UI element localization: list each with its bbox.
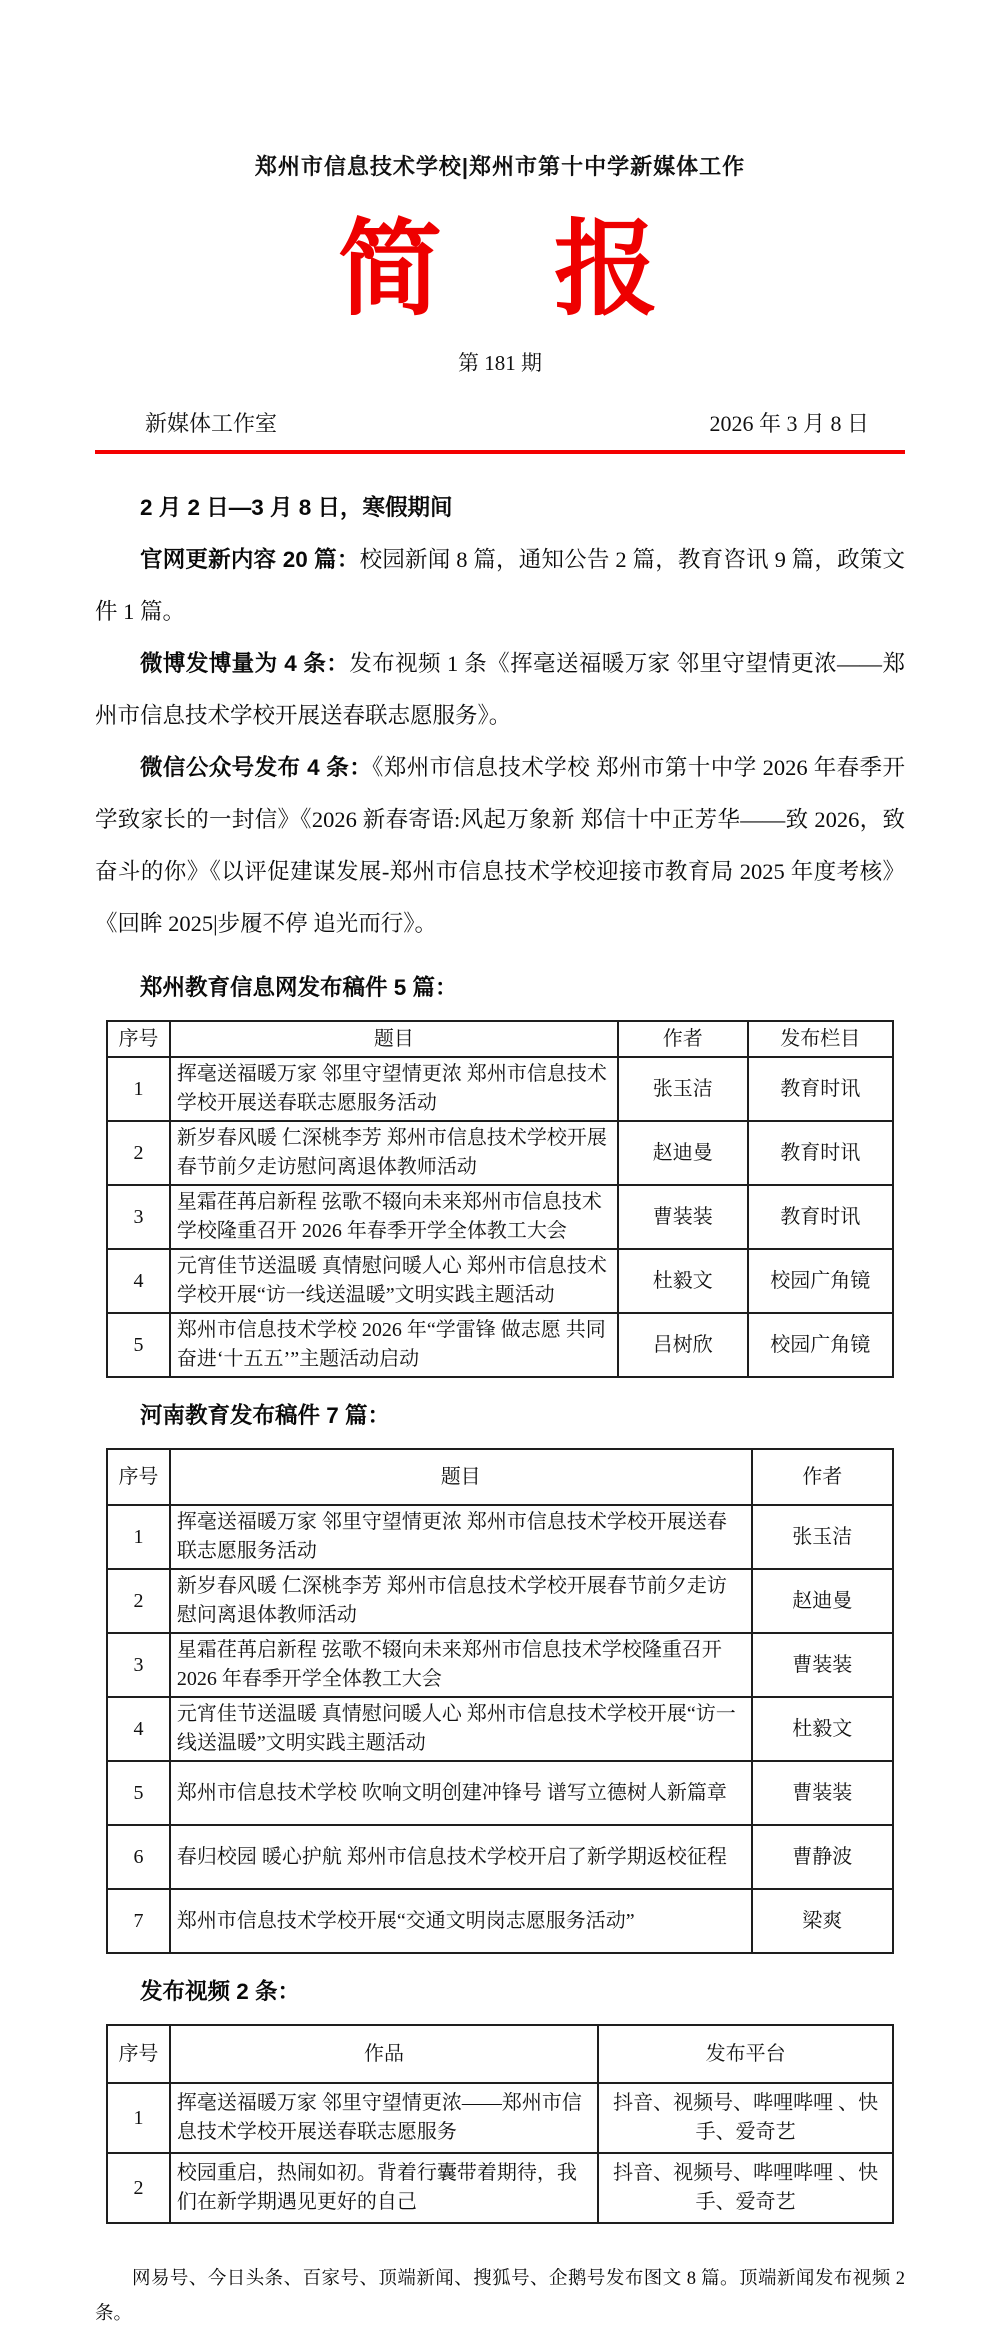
cell-author: 赵迪曼 [618,1121,748,1185]
column-header-author: 作者 [618,1021,748,1057]
cell-work: 挥毫送福暖万家 邻里守望情更浓——郑州市信息技术学校开展送春联志愿服务 [170,2083,598,2153]
paragraph-lead: 2 月 2 日—3 月 8 日，寒假期间 [140,495,453,520]
cell-title: 郑州市信息技术学校开展“交通文明岗志愿服务活动” [170,1889,752,1953]
column-header-index: 序号 [107,2025,170,2083]
column-header-platform: 发布平台 [598,2025,893,2083]
cell-title: 挥毫送福暖万家 邻里守望情更浓 郑州市信息技术学校开展送春联志愿服务活动 [170,1505,752,1569]
paragraph-lead: 微博发博量为 4 条： [140,651,350,676]
table-row [107,2083,893,2153]
table-zhengzhou-edu-net [106,1020,894,1378]
cell-column: 校园广角镜 [748,1313,893,1377]
table-row [107,1569,893,1633]
cell-index: 1 [107,1057,170,1121]
cell-title: 元宵佳节送温暖 真情慰问暖人心 郑州市信息技术学校开展“访一线送温暖”文明实践主题活动 [170,1697,752,1761]
cell-index: 4 [107,1697,170,1761]
cell-index: 2 [107,1121,170,1185]
cell-title: 元宵佳节送温暖 真情慰问暖人心 郑州市信息技术学校开展“访一线送温暖”文明实践主题活动 [170,1249,618,1313]
column-header-column: 发布栏目 [748,1021,893,1057]
cell-title: 挥毫送福暖万家 邻里守望情更浓 郑州市信息技术学校开展送春联志愿服务活动 [170,1057,618,1121]
cell-author: 张玉洁 [752,1505,893,1569]
cell-author: 曹静波 [752,1825,893,1889]
cell-index: 7 [107,1889,170,1953]
cell-title: 新岁春风暖 仁深桃李芳 郑州市信息技术学校开展春节前夕走访慰问离退体教师活动 [170,1121,618,1185]
cell-column: 教育时讯 [748,1057,893,1121]
paragraph-website [95,534,905,638]
cell-title: 郑州市信息技术学校 2026 年“学雷锋 做志愿 共同奋进‘十五五’”主题活动启动 [170,1313,618,1377]
red-divider-rule [95,450,905,454]
paragraph-period [95,482,905,534]
cell-author: 曹装装 [618,1185,748,1249]
table-row [107,1761,893,1825]
organization-title: 郑州市信息技术学校|郑州市第十中学新媒体工作 [254,154,746,179]
cell-index: 5 [107,1761,170,1825]
cell-author: 张玉洁 [618,1057,748,1121]
cell-index: 1 [107,2083,170,2153]
cell-author: 杜毅文 [618,1249,748,1313]
cell-index: 6 [107,1825,170,1889]
table-row [107,1121,893,1185]
paragraph-rest: 校园新闻 8 篇，通知公告 2 篇，教育咨讯 9 篇，政策文件 1 篇。 [95,547,905,624]
summary-body [95,482,905,950]
cell-work: 校园重启，热闹如初。背着行囊带着期待，我们在新学期遇见更好的自己 [170,2153,598,2223]
cell-index: 4 [107,1249,170,1313]
cell-author: 赵迪曼 [752,1569,893,1633]
cell-author: 曹装装 [752,1761,893,1825]
table-row [107,1057,893,1121]
cell-author: 曹装装 [752,1633,893,1697]
table-row [107,1313,893,1377]
table-header-row [107,1021,893,1057]
cell-author: 梁爽 [752,1889,893,1953]
section-heading-henan-edu: 河南教育发布稿件 7 篇： [140,1403,391,1428]
paragraph-weibo [95,638,905,742]
bulletin-title: 简 报 [337,212,662,328]
publishing-office: 新媒体工作室 [145,411,278,436]
paragraph-wechat [95,742,905,950]
cell-title: 星霜荏苒启新程 弦歌不辍向未来郑州市信息技术学校隆重召开 2026 年春季开学全体教工大会 [170,1185,618,1249]
table-row [107,1249,893,1313]
cell-platform: 抖音、视频号、哔哩哔哩 、快手、爱奇艺 [598,2153,893,2223]
cell-author: 杜毅文 [752,1697,893,1761]
table-header-row [107,1449,893,1505]
table-row [107,1185,893,1249]
column-header-title: 题目 [170,1021,618,1057]
cell-title: 春归校园 暖心护航 郑州市信息技术学校开启了新学期返校征程 [170,1825,752,1889]
table-row [107,1825,893,1889]
cell-column: 校园广角镜 [748,1249,893,1313]
table-henan-edu [106,1448,894,1954]
paragraph-rest: 发布视频 1 条《挥毫送福暖万家 邻里守望情更浓——郑州市信息技术学校开展送春联志愿服务》。 [95,651,905,728]
column-header-title: 题目 [170,1449,752,1505]
column-header-index: 序号 [107,1021,170,1057]
section-heading-videos: 发布视频 2 条： [140,1979,301,2004]
cell-index: 3 [107,1633,170,1697]
paragraph-lead: 微信公众号发布 4 条： [140,755,373,780]
table-row [107,1505,893,1569]
table-header-row [107,2025,893,2083]
column-header-index: 序号 [107,1449,170,1505]
cell-index: 3 [107,1185,170,1249]
cell-author: 吕树欣 [618,1313,748,1377]
cell-index: 1 [107,1505,170,1569]
cell-title: 郑州市信息技术学校 吹响文明创建冲锋号 谱写立德树人新篇章 [170,1761,752,1825]
publication-date: 2026 年 3 月 8 日 [709,411,869,436]
footer-note: 网易号、今日头条、百家号、顶端新闻、搜狐号、企鹅号发布图文 8 篇。顶端新闻发布视频 2 条。 [95,2269,905,2324]
table-videos [106,2024,894,2224]
cell-index: 2 [107,1569,170,1633]
issue-number: 第 181 期 [458,351,542,375]
section-heading-zhengzhou-edu-net: 郑州教育信息网发布稿件 5 篇： [140,975,458,1000]
cell-column: 教育时讯 [748,1121,893,1185]
paragraph-rest: 《郑州市信息技术学校 郑州市第十中学 2026 年春季开学致家长的一封信》《2026 新春寄语:风起万象新 郑信十中正芳华——致 2026，致奋斗的你》《以评促建谋发展-郑州市信息技术学校迎接市教育局 2025 年度考核》《回眸 2025|步履不停 追光而行》。 [95,755,905,936]
paragraph-lead: 官网更新内容 20 篇： [140,547,360,572]
cell-index: 5 [107,1313,170,1377]
table-row [107,2153,893,2223]
cell-index: 2 [107,2153,170,2223]
table-row [107,1633,893,1697]
cell-title: 新岁春风暖 仁深桃李芳 郑州市信息技术学校开展春节前夕走访慰问离退体教师活动 [170,1569,752,1633]
cell-title: 星霜荏苒启新程 弦歌不辍向未来郑州市信息技术学校隆重召开 2026 年春季开学全体教工大会 [170,1633,752,1697]
table-row [107,1889,893,1953]
cell-platform: 抖音、视频号、哔哩哔哩 、快手、爱奇艺 [598,2083,893,2153]
table-row [107,1697,893,1761]
column-header-author: 作者 [752,1449,893,1505]
cell-column: 教育时讯 [748,1185,893,1249]
masthead-info-row [95,407,905,438]
column-header-work: 作品 [170,2025,598,2083]
